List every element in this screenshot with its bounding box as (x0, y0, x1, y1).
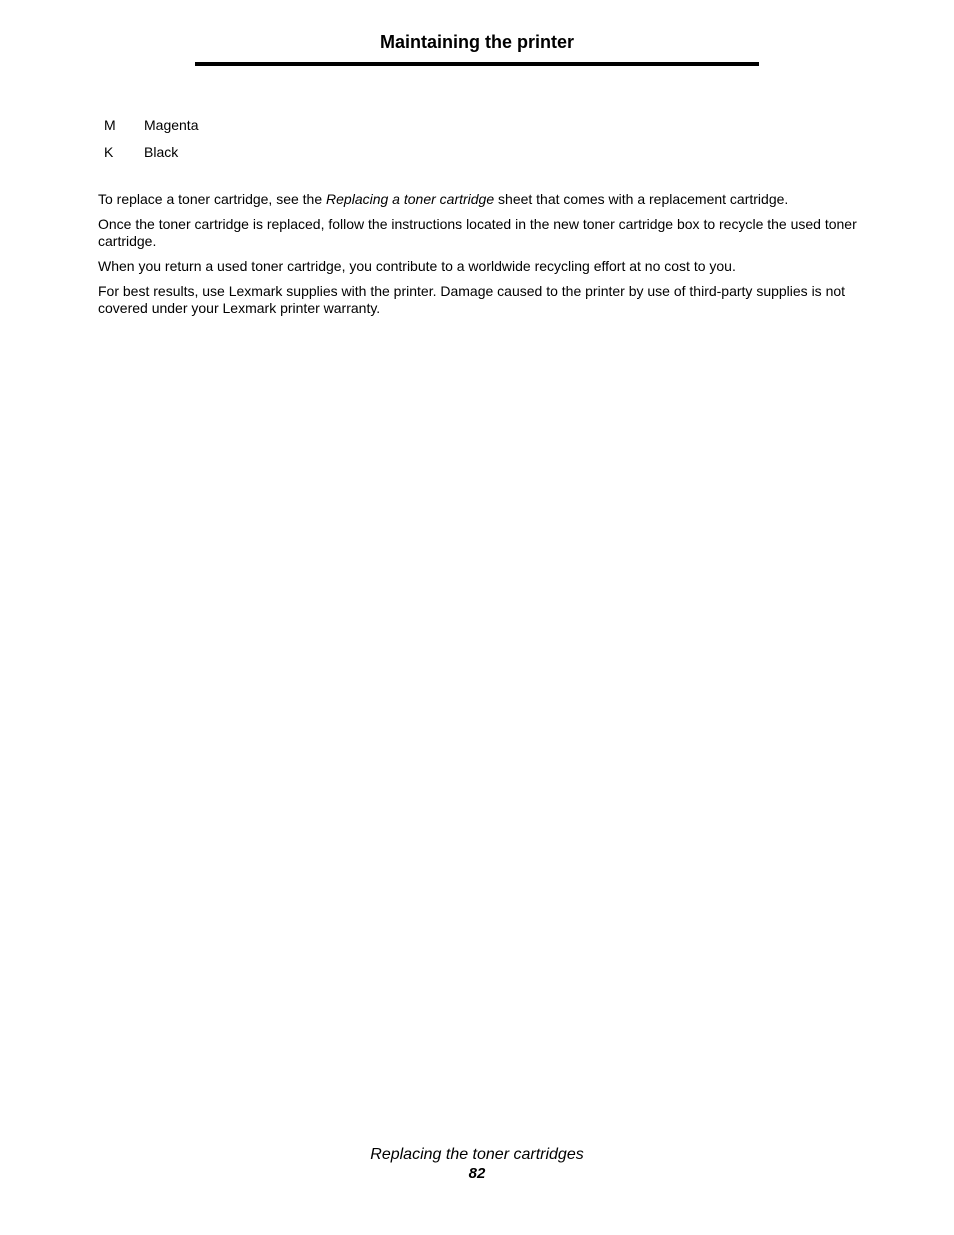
paragraph-replace-instructions (98, 191, 858, 208)
footer-section-title: Replacing the toner cartridges (370, 1146, 584, 1163)
legend-color-name: Black (144, 144, 179, 160)
paragraph-text: To replace a toner cartridge, see the (98, 191, 327, 207)
page-header-title: Maintaining the printer (379, 32, 574, 52)
paragraph-warranty-note: For best results, use Lexmark supplies with the printer. Damage caused to the printer by use of third-party supplies is not covered under your Lexmark printer warranty. (98, 283, 846, 316)
paragraph-recycle-instructions: Once the toner cartridge is replaced, follow the instructions located in the new toner cartridge box to recycle the used toner cartridge. (98, 216, 857, 249)
paragraph-text: sheet that comes with a replacement cartridge. (494, 191, 789, 207)
paragraph-recycling-effort: When you return a used toner cartridge, you contribute to a worldwide recycling effort at no cost to you. (98, 258, 736, 274)
legend-code: K (104, 144, 114, 160)
body-text (98, 191, 858, 325)
sheet-title-reference: Replacing a toner cartridge (326, 191, 495, 207)
legend-code: M (104, 117, 116, 133)
footer-page-number: 82 (468, 1165, 486, 1182)
header-rule (195, 62, 759, 66)
legend-color-name: Magenta (144, 117, 199, 133)
